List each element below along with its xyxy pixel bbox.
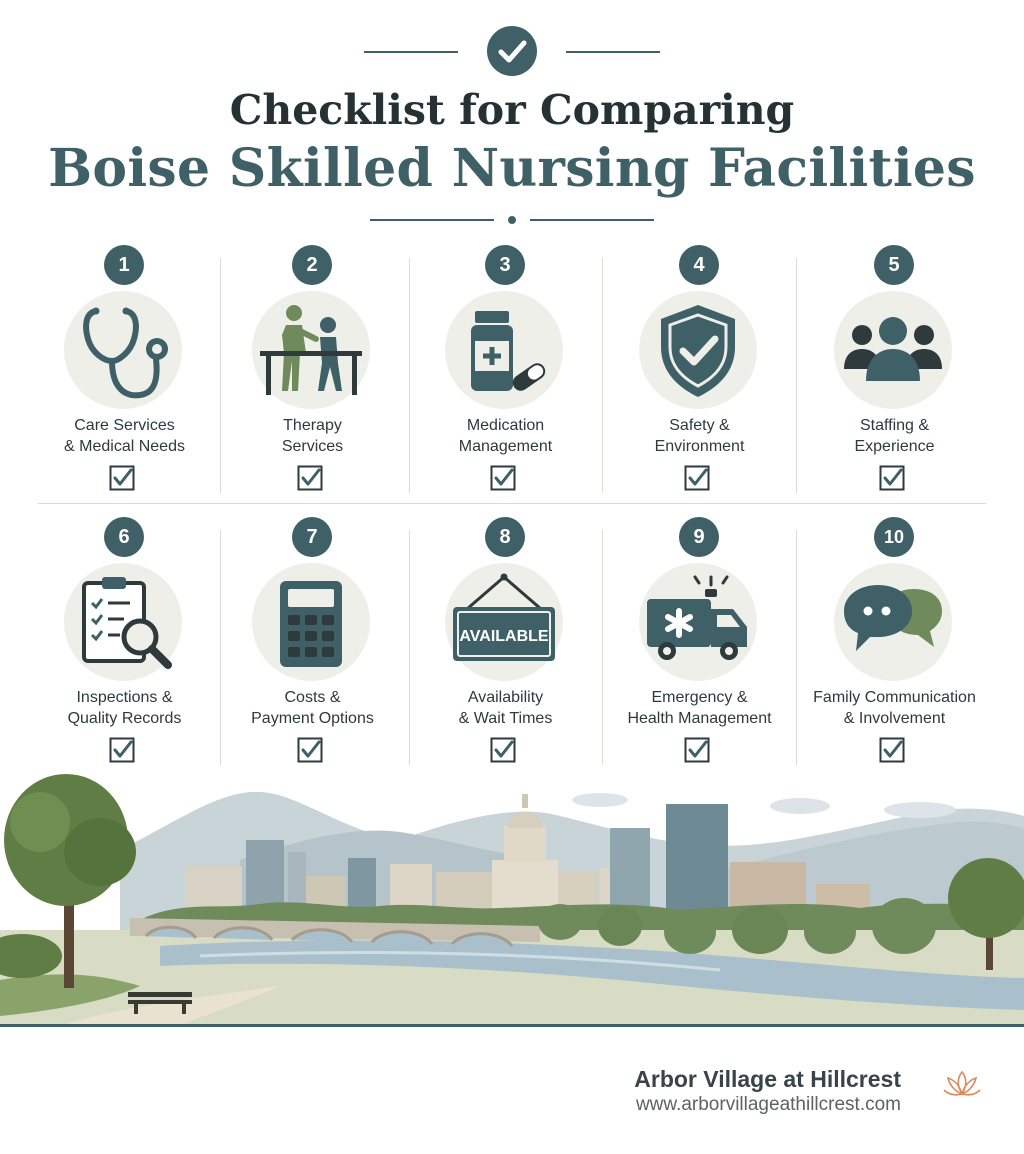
item-number: 8 [485,517,525,557]
item-number: 6 [104,517,144,557]
item-number: 2 [292,245,332,285]
checklist-item-availability [409,517,602,777]
website-link[interactable]: www.arborvillageathillcrest.com [635,1094,901,1115]
clipboard-magnifier-icon [64,563,182,681]
title-line-2: Boise Skilled Nursing Facilities [48,138,976,199]
checklist-item-costs [216,517,409,777]
shield-check-icon [639,291,757,409]
checkbox-checked-icon[interactable] [297,465,323,491]
item-label: Inspections & Quality Records [67,689,182,727]
header-dot [508,216,516,224]
brand-name: Arbor Village at Hillcrest [634,1066,901,1092]
item-number: 7 [292,517,332,557]
checklist-item-family [798,517,991,777]
header-rule-right-bottom [530,219,654,221]
item-label: Staffing & Experience [854,417,935,455]
title-line-1: Checklist for Comparing [229,86,795,134]
item-number: 10 [874,517,914,557]
item-label: Emergency & Health Management [627,689,772,727]
checkbox-checked-icon[interactable] [879,465,905,491]
item-number: 3 [485,245,525,285]
item-number: 1 [104,245,144,285]
ambulance-icon [639,563,757,681]
available-sign-icon [445,563,563,681]
item-label: Medication Management [458,417,553,455]
item-label: Availability & Wait Times [458,689,553,727]
checklist-item-care-services [28,245,221,505]
staff-group-icon [834,291,952,409]
brand-block [634,1065,901,1117]
checklist-item-staffing [798,245,991,505]
checklist-item-medication [409,245,602,505]
checklist-grid [28,245,994,765]
checklist-item-therapy [216,245,409,505]
check-circle-icon [487,26,537,76]
sign-text: AVAILABLE [459,628,549,645]
item-label: Care Services & Medical Needs [64,417,185,455]
item-label: Safety & Environment [654,417,745,455]
item-label: Costs & Payment Options [251,689,374,727]
item-number: 9 [679,517,719,557]
checklist-item-emergency [603,517,796,777]
checkbox-checked-icon[interactable] [490,465,516,491]
stethoscope-icon [64,291,182,409]
checkbox-checked-icon[interactable] [109,465,135,491]
header-rule-left-bottom [370,219,494,221]
header-rule-right-top [566,51,660,53]
medicine-bottle-icon [445,291,563,409]
physical-therapy-icon [252,291,370,409]
checklist-item-safety [603,245,796,505]
checkbox-checked-icon[interactable] [684,465,710,491]
item-label: Family Communication & Involvement [813,689,976,727]
checklist-item-inspections [28,517,221,777]
scene-bottom-border [0,1024,1024,1027]
item-label: Therapy Services [281,417,344,455]
calculator-icon [252,563,370,681]
boise-skyline-illustration [0,760,1024,1026]
lotus-icon [942,1068,982,1102]
chat-bubbles-icon [834,563,952,681]
header-rule-left-top [364,51,458,53]
item-number: 4 [679,245,719,285]
item-number: 5 [874,245,914,285]
